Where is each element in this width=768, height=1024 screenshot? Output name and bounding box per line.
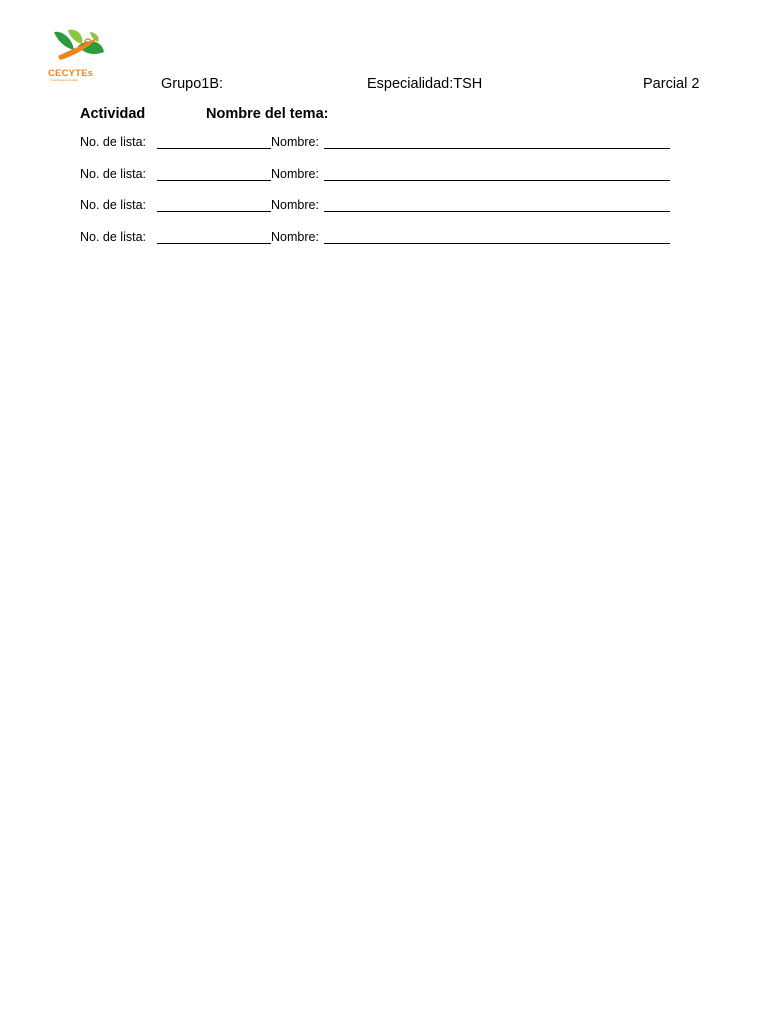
nombre-blank-field[interactable] [324, 211, 670, 212]
student-row [80, 197, 672, 215]
student-row [80, 229, 672, 247]
logo-wordmark: CECYTEs [48, 68, 94, 79]
lista-blank-field[interactable] [157, 148, 271, 149]
cecytes-logo [48, 28, 108, 86]
grupo-label: Grupo1B: [161, 76, 224, 92]
leaf-swoosh-icon [48, 28, 108, 68]
nombre-blank-field[interactable] [324, 148, 670, 149]
nombre-label: Nombre: [271, 135, 319, 149]
lista-blank-field[interactable] [157, 243, 271, 244]
student-row [80, 134, 672, 152]
tema-label: Nombre del tema: [206, 106, 329, 122]
lista-blank-field[interactable] [157, 211, 271, 212]
nombre-label: Nombre: [271, 198, 319, 212]
lista-label: No. de lista: [80, 230, 147, 244]
lista-label: No. de lista: [80, 135, 147, 149]
especialidad-label: Especialidad:TSH [367, 76, 483, 92]
nombre-label: Nombre: [271, 230, 319, 244]
parcial-label: Parcial 2 [643, 76, 700, 92]
student-row [80, 166, 672, 184]
lista-blank-field[interactable] [157, 180, 271, 181]
nombre-blank-field[interactable] [324, 180, 670, 181]
logo-subtitle: Coordinación Estatal [50, 79, 78, 82]
lista-label: No. de lista: [80, 198, 147, 212]
lista-label: No. de lista: [80, 167, 147, 181]
nombre-blank-field[interactable] [324, 243, 670, 244]
actividad-label: Actividad [80, 106, 146, 122]
nombre-label: Nombre: [271, 167, 319, 181]
